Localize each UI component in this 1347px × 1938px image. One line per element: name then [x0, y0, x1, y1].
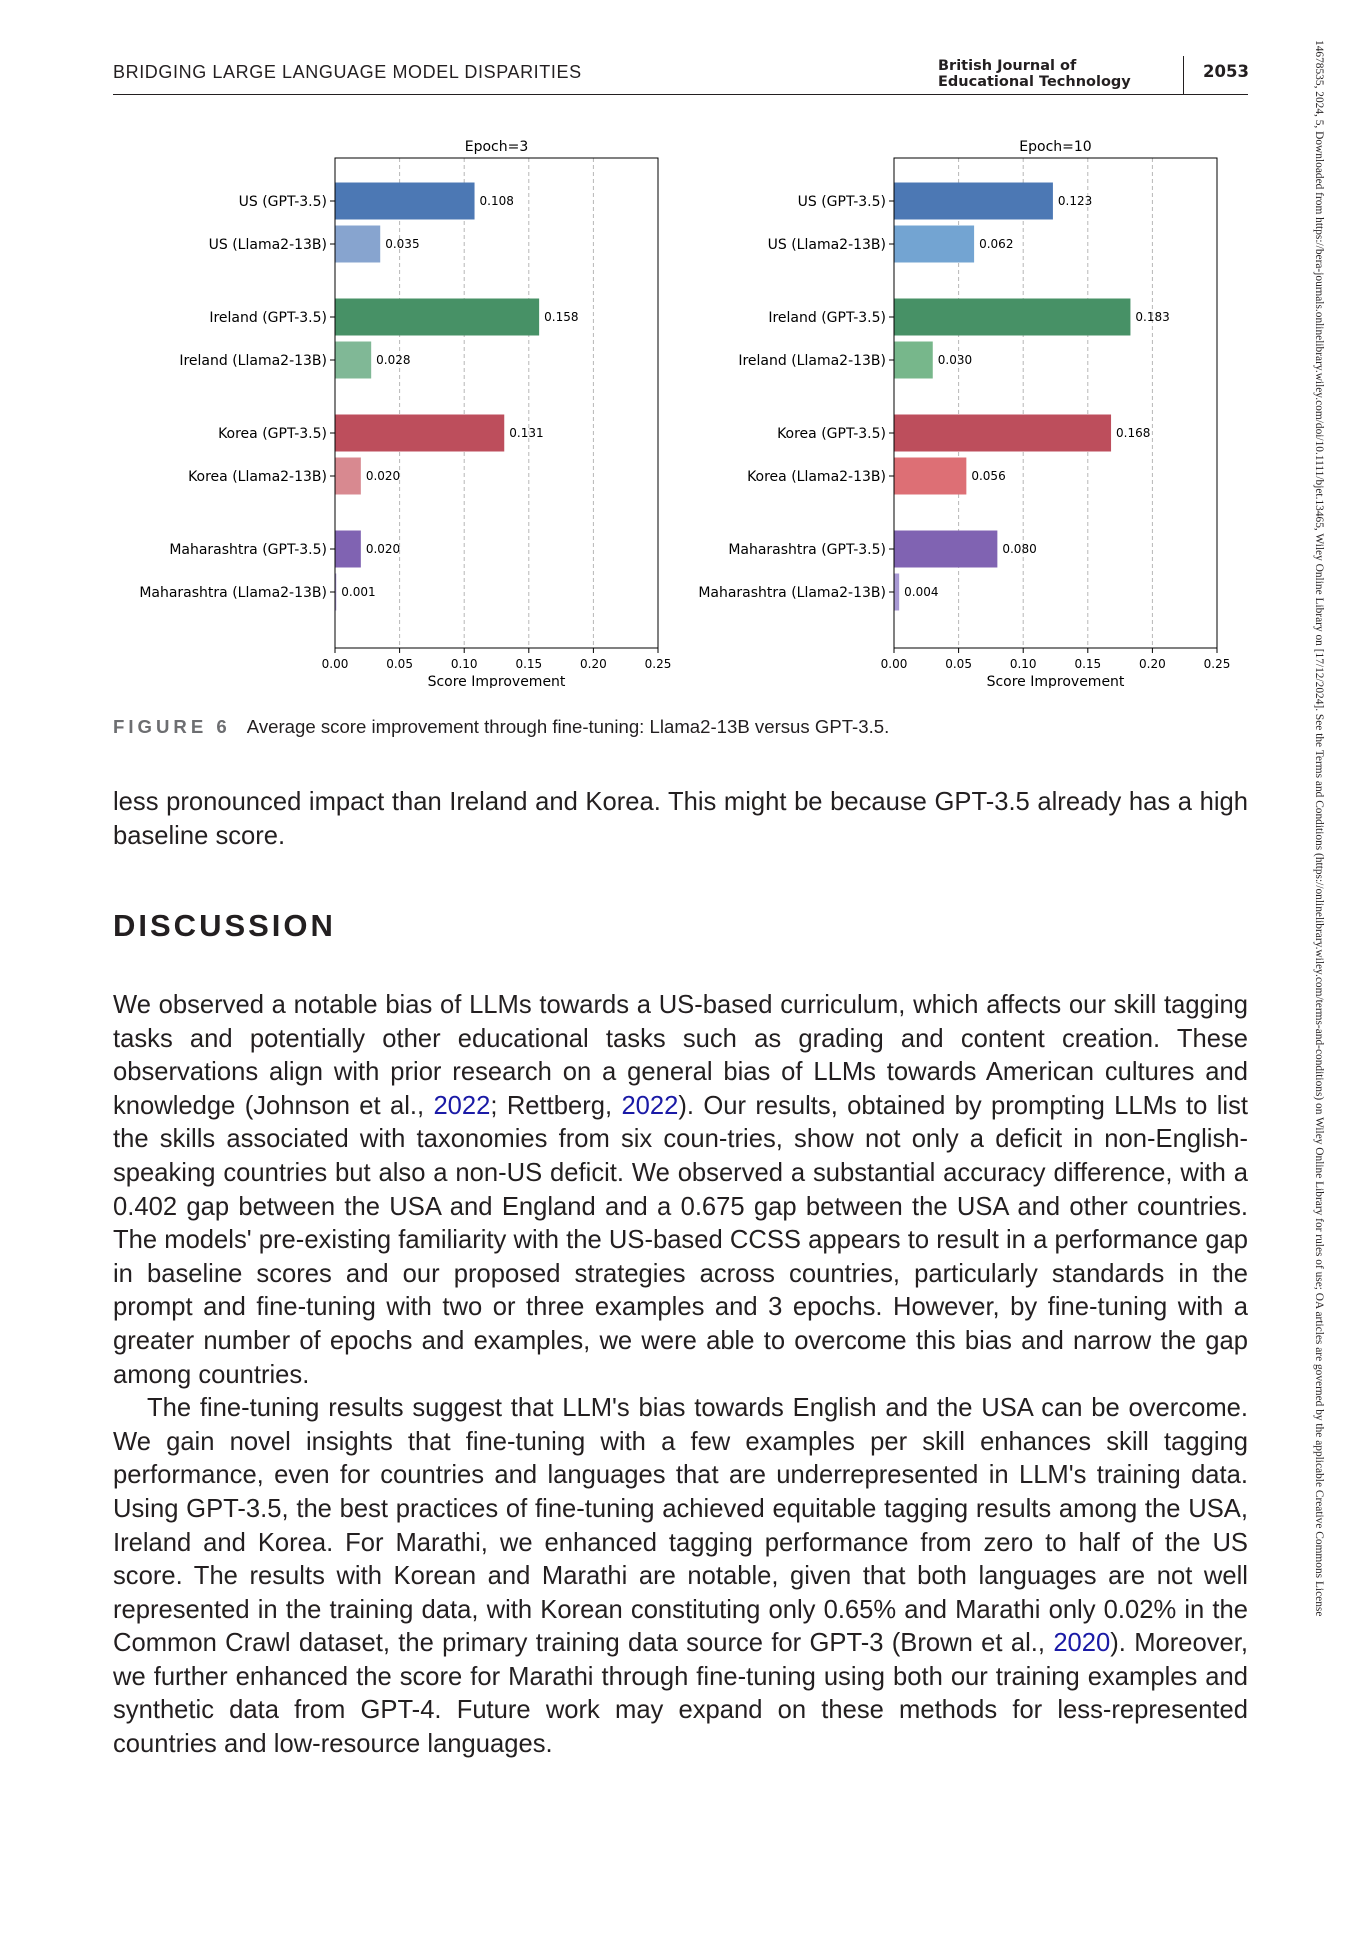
chart1-bar-value-label: 0.028	[376, 353, 411, 367]
chart2-x-tick-label: 0.15	[1074, 657, 1102, 671]
citation-link-brown-2020[interactable]: 2020	[1053, 1629, 1111, 1658]
chart2-y-tick-label: Maharashtra (Llama2-13B)	[698, 585, 886, 601]
header-divider	[1183, 56, 1184, 94]
chart1-bar	[335, 183, 475, 220]
download-notice-text: 14678535, 2024, 5, Downloaded from https://bera-journals.onlinelibrary.wiley.com/doi/10.1111/bjet.13465, Wiley Online Library on [17/12/2024]. See the Terms and Conditions (https://onlinelibrary.wiley.com/terms-and-conditions) on Wiley Online Library for rules of use; OA articles are governed by the applicable Creative Commons License	[1313, 40, 1325, 1617]
chart1-y-tick-label: Ireland (Llama2-13B)	[179, 353, 327, 369]
chart2-bar	[894, 342, 933, 379]
citation-link-rettberg-2022[interactable]: 2022	[621, 1091, 679, 1120]
chart1-x-tick-label: 0.15	[515, 657, 543, 671]
chart1-bar	[335, 342, 371, 379]
chart2-bar	[894, 183, 1053, 220]
figure-label: FIGURE 6	[113, 716, 231, 737]
chart2-bar	[894, 299, 1130, 336]
chart2-y-tick-label: Korea (Llama2-13B)	[747, 469, 886, 485]
figure-6-charts	[113, 128, 1248, 688]
chart2-y-tick-label: Maharashtra (GPT-3.5)	[728, 542, 886, 558]
running-header	[113, 58, 1248, 95]
chart2-bar	[894, 574, 899, 611]
chart1-bar-value-label: 0.158	[544, 310, 579, 324]
chart1-x-tick-label: 0.10	[450, 657, 478, 671]
discussion-paragraph-1	[113, 989, 1248, 1392]
chart2-bar-value-label: 0.062	[979, 237, 1014, 251]
chart2-y-tick-label: US (GPT-3.5)	[797, 194, 886, 210]
chart2-bar-value-label: 0.030	[937, 353, 973, 367]
p2-text-a: The fine-tuning results suggest that LLM's bias towards English and the USA can be overcome. We gain novel insights that fine-tuning with a few examples per skill enhances skill tagging performance, even for countries and languages that are underrepresented in LLM's training data. Using GPT-3.5, the best practices of fine-tuning achieved equitable tagging results among the USA, Ireland and Korea. For Marathi, we enhanced tagging performance from zero to half of the US score. The results with Korean and Marathi are notable, given that both languages are not well represented in the training data, with Korean constituting only 0.65% and Marathi only 0.02% in the Common Crawl dataset, the primary training data source for GPT-3 (Brown et al.,	[113, 1394, 1248, 1658]
running-title: BRIDGING LARGE LANGUAGE MODEL DISPARITIES	[113, 62, 582, 82]
chart1-bar-value-label: 0.020	[365, 469, 401, 483]
chart2-bar	[894, 415, 1111, 452]
figure-caption-text: Average score improvement through fine-tuning: Llama2-13B versus GPT-3.5.	[246, 716, 890, 737]
chart1-x-axis-label: Score Improvement	[427, 674, 566, 688]
chart2-x-tick-label: 0.25	[1203, 657, 1231, 671]
chart2-x-tick-label: 0.05	[945, 657, 972, 671]
chart2-x-axis-label: Score Improvement	[986, 674, 1125, 688]
continued-paragraph-text: less pronounced impact than Ireland and Korea. This might be because GPT-3.5 already has a high baseline score.	[113, 788, 1248, 850]
chart1-bar-value-label: 0.108	[479, 194, 514, 208]
journal-name-line2: Educational Technology	[938, 74, 1131, 90]
citation-link-johnson-2022[interactable]: 2022	[433, 1091, 491, 1120]
chart2-bar-value-label: 0.004	[904, 585, 939, 599]
chart1-bar	[335, 531, 361, 568]
chart1-y-tick-label: Maharashtra (Llama2-13B)	[139, 585, 327, 601]
chart1-y-tick-label: Korea (GPT-3.5)	[218, 426, 327, 442]
discussion-paragraph-2	[113, 1392, 1248, 1762]
page-number: 2053	[1203, 62, 1249, 81]
chart1-y-tick-label: Ireland (GPT-3.5)	[209, 310, 327, 326]
chart1-x-tick-label: 0.00	[321, 657, 349, 671]
chart2-x-tick-label: 0.20	[1139, 657, 1166, 671]
chart2-x-tick-label: 0.00	[880, 657, 908, 671]
chart2-bar	[894, 458, 966, 495]
discussion-text	[113, 989, 1248, 1762]
download-notice-strip	[1303, 40, 1333, 1920]
p2-text-b: ). Moreover, we further enhanced the score for Marathi through fine-tuning using both our training examples and synthetic data from GPT-4. Future work may expand on these methods for less-represented countries and low-resource languages.	[113, 1629, 1249, 1759]
chart2-y-tick-label: Korea (GPT-3.5)	[777, 426, 886, 442]
p1-text-a: We observed a notable bias of LLMs towards a US-based curriculum, which affects our skill tagging tasks and potentially other educational tasks such as grading and content creation. These observations align with prior research on a general bias of LLMs towards American cultures and knowledge (Johnson et al.,	[113, 991, 1248, 1120]
chart1-bar-value-label: 0.035	[385, 237, 420, 251]
chart2-bar	[894, 531, 997, 568]
chart1-x-tick-label: 0.25	[644, 657, 672, 671]
chart1-bar	[335, 299, 539, 336]
journal-name-line1: British Journal of	[938, 58, 1077, 74]
chart2-title: Epoch=10	[1019, 139, 1092, 155]
chart2-y-tick-label: Ireland (Llama2-13B)	[738, 353, 886, 369]
chart1-bar	[335, 458, 361, 495]
chart1-bar	[335, 415, 504, 452]
p1-text-b: ; Rettberg,	[490, 1091, 622, 1120]
chart1-x-tick-label: 0.05	[386, 657, 413, 671]
section-heading-discussion: DISCUSSION	[113, 908, 336, 943]
chart2-bar	[894, 226, 974, 263]
chart2-bar-value-label: 0.056	[971, 469, 1006, 483]
chart1-frame	[335, 158, 658, 648]
chart2-bar-value-label: 0.168	[1116, 426, 1151, 440]
p1-text-c: ). Our results, obtained by prompting LLMs to list the skills associated with taxonomies from six coun-tries, show not only a deficit in non-English-speaking countries but also a non-US deficit. We observed a substantial accuracy difference, with a 0.402 gap between the USA and England and a 0.675 gap between the USA and other countries. The models' pre-existing familiarity with the US-based CCSS appears to result in a performance gap in baseline scores and our proposed strategies across countries, particularly standards in the prompt and fine-tuning with two or three examples and 3 epochs. However, by fine-tuning with a greater number of epochs and examples, we were able to overcome this bias and narrow the gap among countries.	[113, 1091, 1249, 1389]
chart1-bar-value-label: 0.020	[365, 542, 401, 556]
chart1-y-tick-label: US (GPT-3.5)	[238, 194, 327, 210]
figure-caption	[113, 716, 889, 738]
chart1-y-tick-label: US (Llama2-13B)	[208, 237, 327, 253]
chart1-bar	[335, 226, 380, 263]
chart1-title: Epoch=3	[464, 139, 529, 155]
chart2-bar-value-label: 0.080	[1002, 542, 1037, 556]
chart2-x-tick-label: 0.10	[1009, 657, 1037, 671]
chart1-y-tick-label: Korea (Llama2-13B)	[188, 469, 327, 485]
chart2-bar-value-label: 0.183	[1135, 310, 1170, 324]
chart1-x-tick-label: 0.20	[580, 657, 607, 671]
figure-6	[113, 128, 1248, 688]
chart1-bar-value-label: 0.131	[509, 426, 544, 440]
continued-paragraph	[113, 786, 1248, 853]
chart1-y-tick-label: Maharashtra (GPT-3.5)	[169, 542, 327, 558]
chart2-y-tick-label: Ireland (GPT-3.5)	[768, 310, 886, 326]
chart2-bar-value-label: 0.123	[1057, 194, 1093, 208]
chart2-y-tick-label: US (Llama2-13B)	[767, 237, 886, 253]
chart1-bar-value-label: 0.001	[341, 585, 376, 599]
